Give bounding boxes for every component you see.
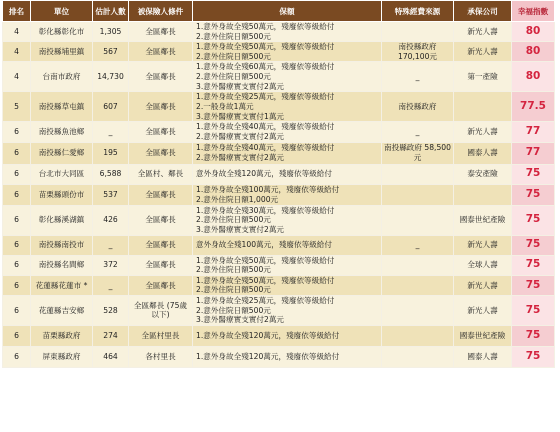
insurance-cell — [193, 42, 382, 62]
rank-cell: 6 — [3, 142, 31, 164]
table-row — [3, 62, 555, 92]
insurance-cell — [193, 164, 382, 184]
rank-cell: 4 — [3, 22, 31, 42]
header-rank: 排名 — [3, 1, 31, 22]
insurance-line: 1.意外身故全殘120萬元，殘廢依等級給付 — [196, 352, 340, 362]
insurance-line: 2.意外住院日額500元 — [196, 265, 271, 275]
insurance-line: 2.意外醫療實支實付2萬元 — [196, 153, 285, 163]
funding-cell: 南投縣政府 58,500元 — [382, 142, 454, 164]
rank-cell: 4 — [3, 42, 31, 62]
insurance-line: 2.意外住院日額500元 — [196, 51, 271, 61]
insurer-cell: 新光人壽 — [454, 295, 512, 325]
insurance-cell — [193, 184, 382, 205]
funding-cell — [382, 255, 454, 275]
insurance-cell — [193, 22, 382, 42]
insurance-line: 1.意外身故全殘40萬元，殘廢依等級給付 — [196, 143, 335, 153]
count-cell: 567 — [93, 42, 129, 62]
insurer-cell: 新光人壽 — [454, 235, 512, 255]
funding-cell: 南投縣政府 170,100元 — [382, 42, 454, 62]
condition-cell: 全區鄰長 — [129, 275, 193, 295]
insurance-line: 3.意外醫療實支實付2萬元 — [196, 315, 285, 325]
unit-cell: 南投縣南投市 — [31, 235, 93, 255]
ranking-table — [2, 0, 555, 368]
score-cell: 75 — [512, 255, 555, 275]
funding-cell: 南投縣政府 — [382, 92, 454, 122]
insurance-cell — [193, 255, 382, 275]
unit-cell: 南投縣仁愛鄉 — [31, 142, 93, 164]
count-cell: 14,730 — [93, 62, 129, 92]
condition-cell: 各村里長 — [129, 346, 193, 367]
table-row — [3, 205, 555, 235]
condition-cell: 全區鄰長 — [129, 142, 193, 164]
count-cell: 426 — [93, 205, 129, 235]
condition-cell: 全區村里長 — [129, 325, 193, 346]
insurance-line: 2.意外醫療實支實付2萬元 — [196, 131, 285, 141]
condition-cell: 全區鄰長 — [129, 92, 193, 122]
unit-cell: 彰化縣溪湖鎮 — [31, 205, 93, 235]
insurance-line: 1.意外身故全殘25萬元，殘廢依等級給付 — [196, 296, 335, 306]
rank-cell: 6 — [3, 164, 31, 184]
insurance-cell — [193, 62, 382, 92]
insurance-line: 2.意外住院日額500元 — [196, 305, 271, 315]
insurance-cell — [193, 235, 382, 255]
count-cell: _ — [93, 275, 129, 295]
insurance-line: 3.意外醫療實支實付1萬元 — [196, 111, 285, 121]
insurance-line: 2.意外住院日額500元 — [196, 72, 271, 82]
table-row — [3, 275, 555, 295]
score-cell: 75 — [512, 184, 555, 205]
insurance-line: 1.意外身故全殘120萬元，殘廢依等級給付 — [196, 331, 340, 341]
score-cell: 77 — [512, 122, 555, 142]
rank-cell: 6 — [3, 235, 31, 255]
funding-cell — [382, 22, 454, 42]
score-cell: 75 — [512, 205, 555, 235]
table-row — [3, 235, 555, 255]
condition-cell: 全區鄰長 — [129, 62, 193, 92]
count-cell: 607 — [93, 92, 129, 122]
rank-cell: 6 — [3, 275, 31, 295]
count-cell: _ — [93, 122, 129, 142]
header-row — [3, 1, 555, 22]
insurer-cell: 第一產險 — [454, 62, 512, 92]
funding-cell — [382, 295, 454, 325]
condition-cell: 全區鄰長 — [129, 205, 193, 235]
condition-cell: 全區村、鄰長 — [129, 164, 193, 184]
table-row — [3, 42, 555, 62]
insurer-cell: 新光人壽 — [454, 122, 512, 142]
header-condition: 被保險人條件 — [129, 1, 193, 22]
insurance-line: 意外身故全殘100萬元，殘廢依等級給付 — [196, 240, 332, 250]
table-row — [3, 164, 555, 184]
insurance-cell — [193, 346, 382, 367]
unit-cell: 台北市大同區 — [31, 164, 93, 184]
insurer-cell: 新光人壽 — [454, 42, 512, 62]
funding-cell — [382, 184, 454, 205]
table-row — [3, 346, 555, 367]
count-cell: 195 — [93, 142, 129, 164]
insurance-line: 意外身故全殘120萬元，殘廢依等級給付 — [196, 169, 332, 179]
funding-cell: _ — [382, 235, 454, 255]
insurance-line: 1.意外身故全殘30萬元，殘廢依等級給付 — [196, 205, 335, 215]
condition-cell: 全區鄰長 — [129, 184, 193, 205]
score-cell: 75 — [512, 346, 555, 367]
insurance-line: 1.意外身故全殘50萬元，殘廢依等級給付 — [196, 275, 335, 285]
rank-cell: 5 — [3, 92, 31, 122]
unit-cell: 苗栗縣頭份市 — [31, 184, 93, 205]
insurance-cell — [193, 92, 382, 122]
condition-cell: 全區鄰長 — [129, 235, 193, 255]
count-cell: 372 — [93, 255, 129, 275]
insurance-line: 1.意外身故全殘100萬元，殘廢依等級給付 — [196, 184, 340, 194]
condition-cell: 全區鄰長 — [129, 122, 193, 142]
unit-cell: 南投縣埔里鎮 — [31, 42, 93, 62]
rank-cell: 6 — [3, 295, 31, 325]
insurance-line: 1.意外身故全殘50萬元，殘廢依等級給付 — [196, 22, 335, 31]
table-row — [3, 184, 555, 205]
insurer-cell: 國泰世紀產險 — [454, 205, 512, 235]
count-cell: 537 — [93, 184, 129, 205]
rank-cell: 6 — [3, 184, 31, 205]
count-cell: 1,305 — [93, 22, 129, 42]
insurer-cell: 國泰人壽 — [454, 346, 512, 367]
funding-cell: _ — [382, 62, 454, 92]
score-cell: 77 — [512, 142, 555, 164]
table-row — [3, 325, 555, 346]
header-funding: 特殊經費來源 — [382, 1, 454, 22]
insurance-line: 2.意外住院日額1,000元 — [196, 194, 279, 204]
table-row — [3, 295, 555, 325]
insurance-line: 2.一般身故1萬元 — [196, 102, 254, 112]
header-unit: 單位 — [31, 1, 93, 22]
rank-cell: 6 — [3, 325, 31, 346]
unit-cell: 南投縣名間鄉 — [31, 255, 93, 275]
insurance-cell — [193, 325, 382, 346]
unit-cell: 彰化縣彰化市 — [31, 22, 93, 42]
condition-cell: 全區鄰長 — [129, 42, 193, 62]
condition-cell: 全區鄰長 (75歲以下) — [129, 295, 193, 325]
funding-cell: _ — [382, 122, 454, 142]
unit-cell: 花蓮縣吉安鄉 — [31, 295, 93, 325]
rank-cell: 6 — [3, 346, 31, 367]
condition-cell: 全區鄰長 — [129, 255, 193, 275]
table-row — [3, 255, 555, 275]
insurer-cell: 新光人壽 — [454, 22, 512, 42]
insurance-cell — [193, 122, 382, 142]
score-cell: 75 — [512, 235, 555, 255]
unit-cell: 南投縣魚池鄉 — [31, 122, 93, 142]
insurance-line: 2.意外住院日額500元 — [196, 215, 271, 225]
score-cell: 75 — [512, 164, 555, 184]
insurance-line: 1.意外身故全殘50萬元，殘廢依等級給付 — [196, 42, 335, 52]
header-insurance: 保額 — [193, 1, 382, 22]
insurer-cell: 國泰人壽 — [454, 142, 512, 164]
score-cell: 75 — [512, 295, 555, 325]
funding-cell — [382, 164, 454, 184]
insurance-line: 1.意外身故全殘50萬元，殘廢依等級給付 — [196, 255, 335, 265]
funding-cell — [382, 275, 454, 295]
insurer-cell: 新光人壽 — [454, 275, 512, 295]
unit-cell: 苗栗縣政府 — [31, 325, 93, 346]
table-row — [3, 92, 555, 122]
insurer-cell: 國泰世紀產險 — [454, 325, 512, 346]
insurance-cell — [193, 205, 382, 235]
rank-cell: 6 — [3, 255, 31, 275]
insurance-line: 2.意外住院日額500元 — [196, 285, 271, 295]
score-cell: 75 — [512, 325, 555, 346]
ranking-table-container — [2, 0, 554, 368]
table-row — [3, 122, 555, 142]
header-count: 估計人數 — [93, 1, 129, 22]
unit-cell: 花蓮縣花蓮市 * — [31, 275, 93, 295]
header-insurer: 承保公司 — [454, 1, 512, 22]
insurer-cell: 泰安產險 — [454, 164, 512, 184]
score-cell: 80 — [512, 22, 555, 42]
insurance-line: 3.意外醫療實支實付2萬元 — [196, 224, 285, 234]
header-score: 幸福指數 — [512, 1, 555, 22]
insurance-cell — [193, 275, 382, 295]
insurance-line: 1.意外身故全殘25萬元，殘廢依等級給付 — [196, 92, 335, 102]
table-row — [3, 142, 555, 164]
count-cell: 464 — [93, 346, 129, 367]
unit-cell: 屏東縣政府 — [31, 346, 93, 367]
rank-cell: 6 — [3, 205, 31, 235]
funding-cell — [382, 325, 454, 346]
insurance-line: 3.意外醫療實支實付2萬元 — [196, 81, 285, 91]
score-cell: 80 — [512, 62, 555, 92]
insurance-line: 1.意外身故全殘60萬元，殘廢依等級給付 — [196, 62, 335, 72]
rank-cell: 4 — [3, 62, 31, 92]
table-row — [3, 22, 555, 42]
count-cell: 528 — [93, 295, 129, 325]
funding-cell — [382, 346, 454, 367]
insurer-cell — [454, 92, 512, 122]
unit-cell: 南投縣草屯鎮 — [31, 92, 93, 122]
insurance-cell — [193, 295, 382, 325]
insurance-line: 1.意外身故全殘40萬元，殘廢依等級給付 — [196, 122, 335, 132]
condition-cell: 全區鄰長 — [129, 22, 193, 42]
unit-cell: 台南市政府 — [31, 62, 93, 92]
insurer-cell — [454, 184, 512, 205]
rank-cell: 6 — [3, 122, 31, 142]
score-cell: 75 — [512, 275, 555, 295]
funding-cell — [382, 205, 454, 235]
count-cell: _ — [93, 235, 129, 255]
score-cell: 77.5 — [512, 92, 555, 122]
score-cell: 80 — [512, 42, 555, 62]
insurer-cell: 全球人壽 — [454, 255, 512, 275]
count-cell: 274 — [93, 325, 129, 346]
insurance-line: 2.意外住院日額500元 — [196, 31, 271, 41]
insurance-cell — [193, 142, 382, 164]
count-cell: 6,588 — [93, 164, 129, 184]
